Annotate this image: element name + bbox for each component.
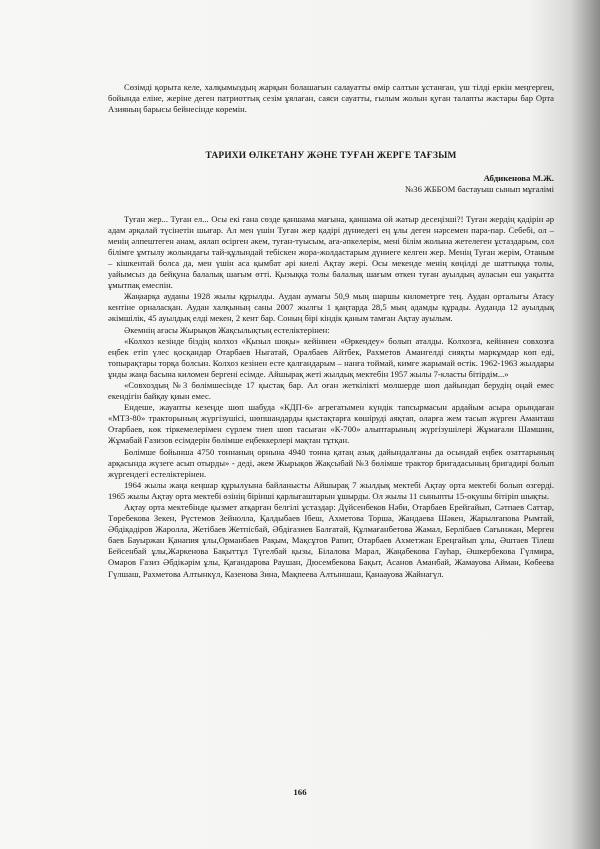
article-title: ТАРИХИ ӨЛКЕТАНУ ЖӘНЕ ТУҒАН ЖЕРГЕ ТАҒЗЫМ <box>205 151 457 162</box>
page-content <box>108 82 554 580</box>
body-paragraph: 1964 жылы жаңа кеңшар құрылуына байланысты Айшырақ 7 жылдық мектебі Ақтау орта мектебі болып өзгерді. 1965 жылы Ақтау орта мектебі өзінің бірінші қарлығаштарын ұшырды. Ол жылы 11 сыныпты 15-оқушы бітіріп шықты. <box>108 479 554 501</box>
body-paragraph: Бөлімше бойынша 4750 тоннаның орнына 4940 тонна қатаң азық дайындалғаны да осындай еңбек озаттарының арқасында жүзеге асып отырды» - деді, әкем Жырықов Жақсыбай №3 бөлімше трактор бригадасының бригадирі болып жүргендегі естеліктерінен. <box>108 446 554 479</box>
body-paragraph: Туған жер... Туған ел... Осы екі ғана сөзде қаншама мағына, қаншама ой жатыр десеңізші?! Туған жердің қадірін әр адам әрқалай түсінетін шығар. Ал мен үшін Туған жер қадірі дүниедегі ең ұлы деген нәрсемен пара-пар. Себебі, ол – менің әлпештеген анам, аялап өсірген әкем, туған-туысым, аға-әпкелерім, мені білім жолына жетелеген ұстаздарым, сол білімге ұмтылу жолындағы тай-құлындай тебіскен жора-жолдастарым дүниеге келген жер. Менің Туған жерім, Отаным – кішкентай болса да, мен үшін аса қымбат әрі киелі Ақтау жері. Осы мекенде менің көңілді де шаттыққа толы, уайымсыз да бейқуна балалық шағым өтті. Қызыққа толы балалық шағым өткен туған ауылдың ауласын еш уақытта ұмытпақ емеспін. <box>108 213 554 291</box>
intro-paragraph <box>108 82 554 115</box>
intro-line: саяси сауатты, ғылым жолын қуған талапты жастары бар Орта Азияның барысы бейнесінде <box>108 93 555 115</box>
page-number: 166 <box>293 787 307 797</box>
body-paragraph: Ақтау орта мектебінде қызмет атқарған белгілі ұстаздар: Дүйсенбеков Нәби, Отарбаев Ерейгайып, Сәтпаев Саттар, Төребекова Зекен, Рүстемов Зейнолла, Қалдыбаев Ібеш, Ахметова Торша, Жандаева Шәкен, Жарылғапова Рымтай, Әбдіқадіров Жаролла, Жетібаев Жетпісбай, Әбдіғазиев Балғатай, Құлмағанбетова Жамал, Берлібаев Сағынжан, Мерген баев Бауыржан Қанапия ұлы,Орманбаев Рақым, Мақсұтов Рапит, Отарбаев Ахметжан Ереңгайып ұлы, Әштаев Тілеш Бейсенбай ұлы,Жәркенова Бақыттұл Түгелбай қызы, Білалова Марал, Жаңабекова Гауһар, Әшкербекова Гүлмира, Омаров Ғазиз Әбдікәрім ұлы, Қағандарова Раушан, Дюсембекова Бақыт, Асанов Аманбай, Жамауова Айман, Көбеева Гүлшаш, Рахметова Алтынкүл, Казенова Зина, Мақпеева Алтыншаш, Қанаауова Жайнагүл. <box>108 502 554 579</box>
author-affiliation: №36 ЖББОМ бастауыш сынып мұғалімі <box>405 184 554 195</box>
body-paragraph: Жаңаарқа ауданы 1928 жылы құрылды. Аудан аумағы 50,9 мың шаршы километрге тең. Аудан орталығы Атасу кентіне орналасқан. Аудан халқының саны 2007 жылғы 1 қаңтарда 28,5 мың адамды құрады. Ауданда 12 ауылдық әкімшілік, 45 ауылдық елді мекен, 2 кент бар. Соның бірі кіндік қаным тамған Ақтау ауылым. <box>108 291 554 324</box>
intro-line: көремін. <box>215 104 247 115</box>
body-paragraph: Ендеше, жауапты кезеңде шөп шабуда «КДП-6» агрегатымен күндік тапсырмасын ардайым асыра орындаған «МТЗ-80» тракторының жүргізушісі, шөпшандарды қыстақтарға көшіруді аяқтап, оларға жем тасып жүрген Аманташ Отарбаев, көк тіркемелерімен сүрлем тиеп шөп тасыған «К-700» алыптарының жүргізушілері Жұмағали Шамшин, Жұмабай Ғазизов есімдерін бөлімше еңбеккерлері мақтан тұтқан. <box>108 402 554 446</box>
intro-line: Сөзімді қорыта келе, халқымыздың жарқын болашағын салауатты өмір салтын <box>124 82 419 92</box>
body-paragraph: «Колхоз кезінде біздің колхоз «Қызыл шоқы» кейіннен «Өркендеу» болып аталды. Колхозға, кейіннен совхозға еңбек етіп үлес қосқандар Отарбаев Ныгатай, Оралбаев Айтбек, Рахметов Амангелді сияқты маркұмдар көп еді, топырақтары торқа болсын. Колхоз кезінен есте қалғандарым – нанға тоймай, кимге жарымай өстік. 1962-1963 жылдары ұнды жаңа басына киломен бергені есімде. Айшырақ жеті жылдық мектебін 1957 жылы 7-класты бітірдім...» <box>108 335 554 379</box>
article-author: Абдикенова М.Ж. <box>483 173 554 184</box>
body-paragraph: «Совхоздың №3 бөлімшесінде 17 қыстақ бар. Ал оған жеткілікті мөлшерде шөп дайындап берудің оңай емес екендігін байқау қиын емес. <box>108 379 554 402</box>
body-paragraph: Әкемнің ағасы Жырықов Жақсылықтың естеліктерінен: <box>124 324 330 335</box>
intro-line: ұстанған, үш тілді еркін меңгерген, бойында еліне, жеріне деген патриоттық сезім ұялаған, <box>108 82 554 104</box>
